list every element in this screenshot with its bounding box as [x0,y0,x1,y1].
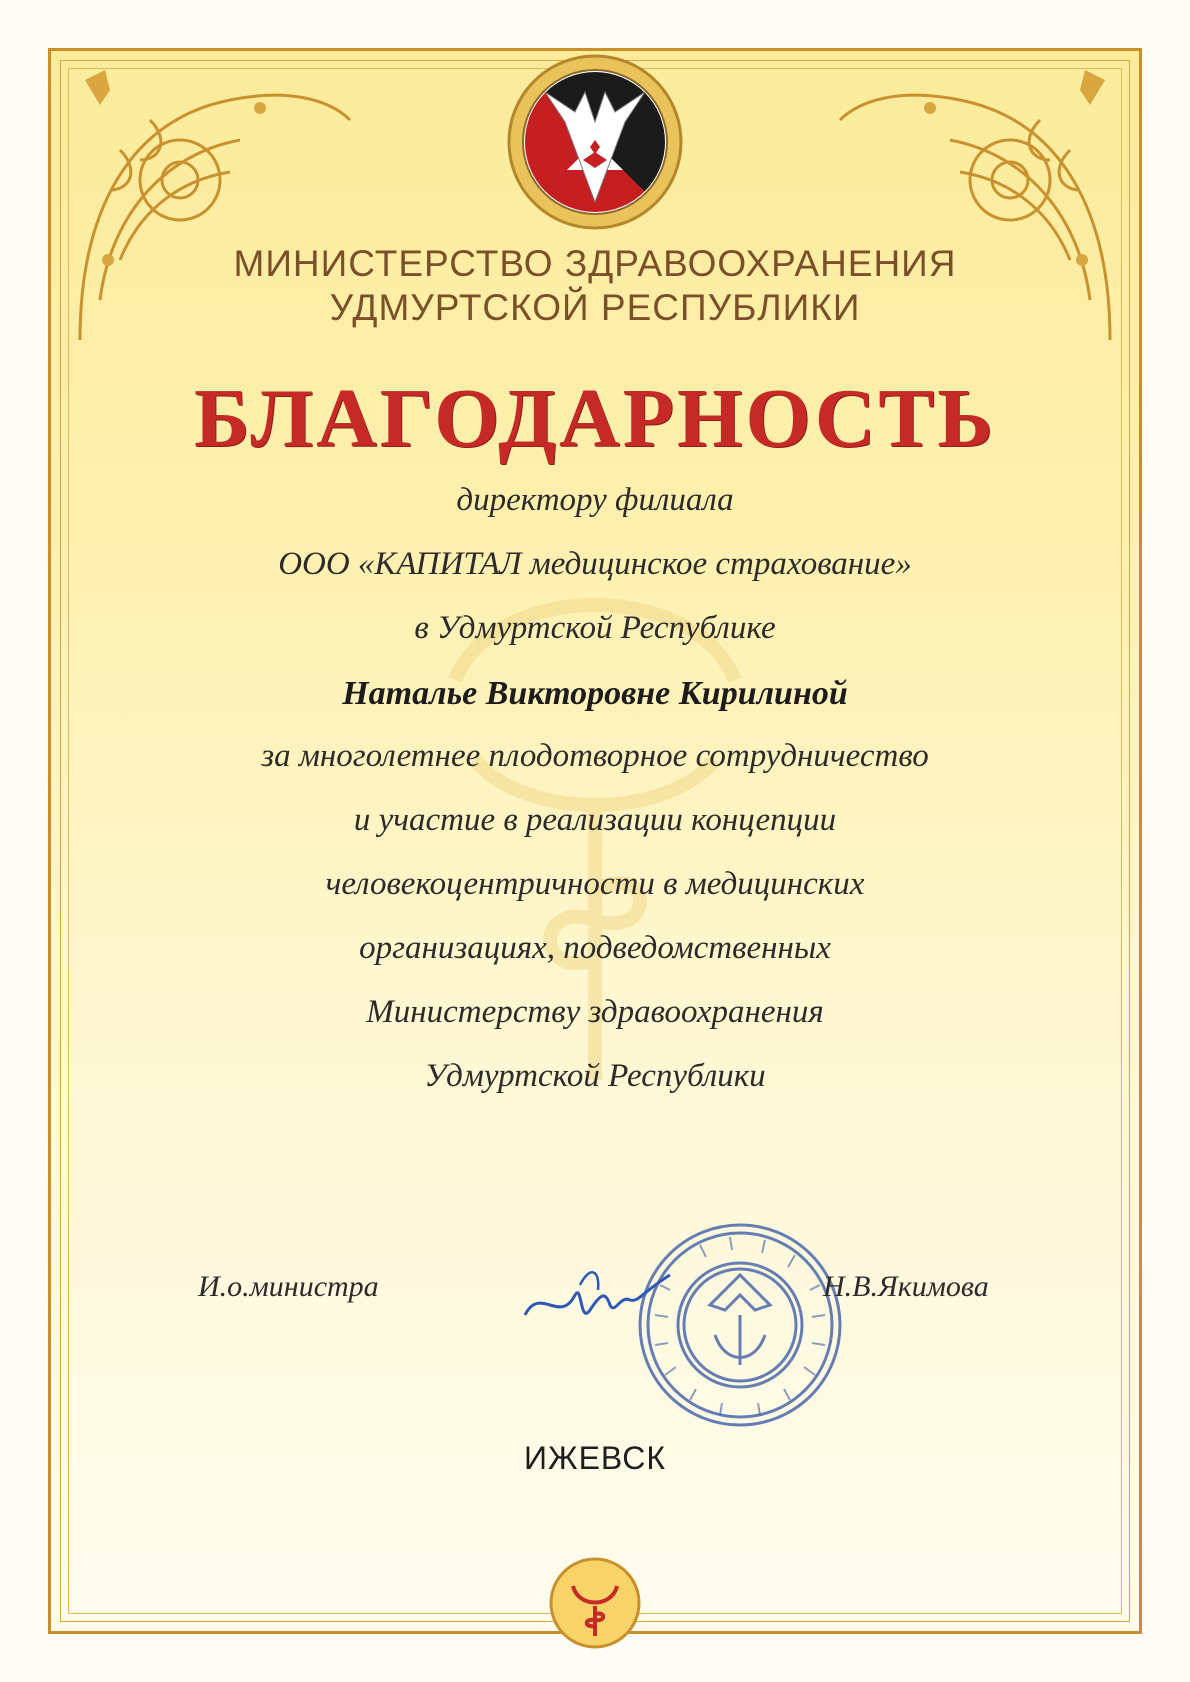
ministry-name-line2: УДМУРТСКОЙ РЕСПУБЛИКИ [329,287,861,328]
certificate-title: БЛАГОДАРНОСТЬ [194,372,996,465]
body-line-3: в Удмуртской Республике [414,610,776,646]
udmurt-republic-emblem-icon [505,52,685,232]
signatory-position: И.о.министра [198,1270,379,1303]
body-line-6: и участие в реализации концепции [353,802,837,838]
body-line-1: директору филиала [456,482,734,518]
body-line-5: за многолетнее плодотворное сотрудничество [261,738,929,774]
body-line-7: человекоцентричности в медицинских [325,866,865,902]
handwritten-signature [520,1255,680,1335]
recipient-name: Наталье Викторовне Кирилиной [342,675,848,712]
ministry-name-line1: МИНИСТЕРСТВО ЗДРАВООХРАНЕНИЯ [233,243,957,284]
signatory-name: Н.В.Якимова [823,1270,989,1303]
body-line-9: Министерству здравоохранения [366,994,824,1030]
body-line-10: Удмуртской Республики [424,1058,766,1094]
city-name: ИЖЕВСК [524,1440,666,1476]
body-line-8: организациях, подведомственных [359,930,831,966]
body-line-2: ООО «КАПИТАЛ медицинское страхование» [278,546,912,582]
bowl-of-hygieia-medal-icon [548,1556,642,1650]
